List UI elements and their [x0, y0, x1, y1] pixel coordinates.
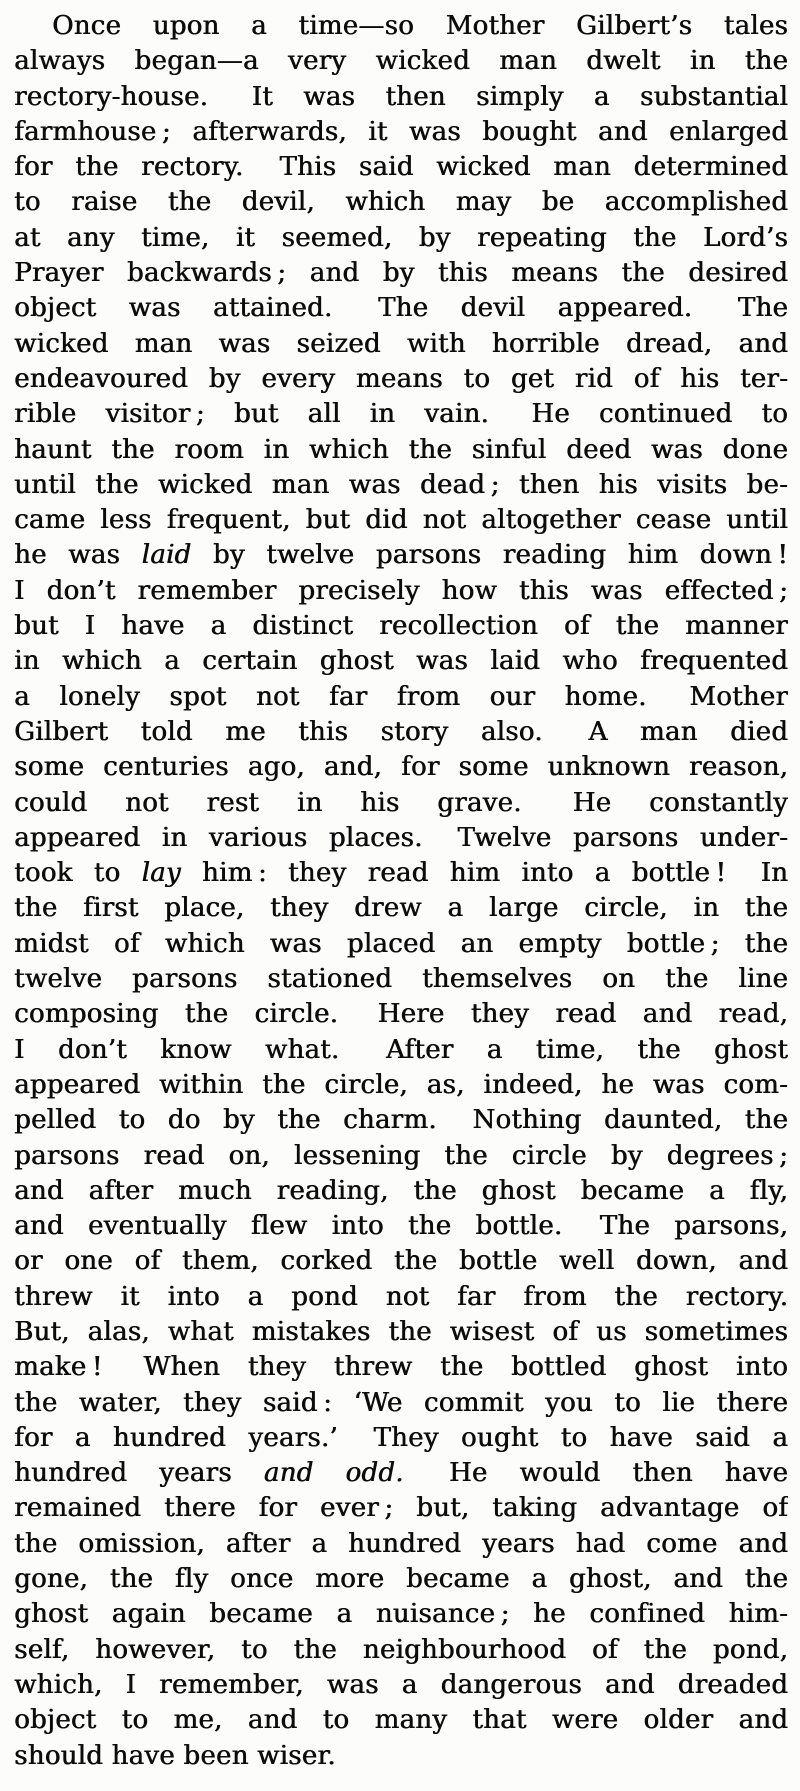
- text-line: [14, 1633, 788, 1668]
- text-line: [14, 1209, 788, 1244]
- text-line: [14, 1527, 788, 1562]
- text-line: [14, 715, 788, 750]
- text-segment: endeavoured by every means to get rid of his ter-: [14, 363, 788, 394]
- text-segment: which, I remember, was a dangerous and dreaded: [14, 1669, 788, 1700]
- text-line: [14, 538, 788, 573]
- text-line: [14, 1597, 788, 1632]
- text-line: [14, 1562, 788, 1597]
- text-segment: But, alas, what mistakes the wisest of us sometimes: [14, 1316, 788, 1347]
- text-line: [14, 397, 788, 432]
- text-line: [14, 433, 788, 468]
- text-line: [14, 574, 788, 609]
- text-line: [14, 1139, 788, 1174]
- text-line: [14, 750, 788, 785]
- text-line: [14, 891, 788, 926]
- text-line: [14, 221, 788, 256]
- text-segment: appeared within the circle, as, indeed, he was com-: [14, 1069, 788, 1100]
- text-line: [14, 927, 788, 962]
- text-line: [14, 856, 788, 891]
- text-segment: he was: [14, 540, 142, 571]
- text-line: [14, 1668, 788, 1703]
- text-segment: Gilbert told me this story also. A man died: [14, 716, 788, 747]
- text-line: [14, 644, 788, 679]
- text-line: [14, 609, 788, 644]
- text-line: [14, 44, 788, 79]
- text-segment: make ! When they threw the bottled ghost into: [14, 1352, 788, 1383]
- text-segment: haunt the room in which the sinful deed was done: [14, 434, 788, 465]
- text-segment: gone, the fly once more became a ghost, and the: [14, 1564, 788, 1595]
- text-line: [14, 256, 788, 291]
- text-line: [14, 821, 788, 856]
- text-segment: midst of which was placed an empty bottle ; the: [14, 928, 788, 959]
- text-line: [14, 1068, 788, 1103]
- text-segment: rible visitor ; but all in vain. He continued to: [14, 399, 788, 430]
- text-line: [14, 1244, 788, 1279]
- text-segment: should have been wiser.: [14, 1740, 336, 1771]
- text-line: [14, 1386, 788, 1421]
- text-line: [14, 327, 788, 362]
- text-line: [14, 786, 788, 821]
- text-segment: and eventually flew into the bottle. The parsons,: [14, 1211, 788, 1242]
- text-line: [14, 1315, 788, 1350]
- text-segment: hundred years: [14, 1458, 264, 1489]
- text-segment: wicked man was seized with horrible dread, and: [14, 328, 788, 359]
- text-line: [14, 1456, 788, 1491]
- text-segment: for the rectory. This said wicked man determined: [14, 152, 788, 183]
- text-segment: to raise the devil, which may be accomplished: [14, 187, 788, 218]
- text-segment: until the wicked man was dead ; then his visits be-: [14, 469, 788, 500]
- text-segment: He would then have: [403, 1458, 788, 1489]
- text-segment: or one of them, corked the bottle well down, and: [14, 1246, 788, 1277]
- text-segment: farmhouse ; afterwards, it was bought and enlarged: [14, 116, 788, 147]
- text-segment: some centuries ago, and, for some unknown reason,: [14, 752, 788, 783]
- text-line: [14, 1350, 788, 1385]
- italic-text: and odd.: [263, 1458, 404, 1489]
- text-segment: I don’t know what. After a time, the ghost: [14, 1034, 788, 1065]
- text-line: [14, 503, 788, 538]
- text-line: [14, 185, 788, 220]
- italic-text: lay: [141, 858, 181, 889]
- text-segment: threw it into a pond not far from the rectory.: [14, 1281, 788, 1312]
- text-segment: object was attained. The devil appeared. The: [14, 293, 788, 324]
- text-segment: remained there for ever ; but, taking advantage of: [14, 1493, 788, 1524]
- text-line: [14, 291, 788, 326]
- text-line: [14, 9, 788, 44]
- text-segment: and after much reading, the ghost became a fly,: [14, 1175, 788, 1206]
- text-segment: in which a certain ghost was laid who frequented: [14, 646, 788, 677]
- text-line: [14, 1703, 788, 1738]
- text-line: [14, 1174, 788, 1209]
- italic-text: laid: [141, 540, 192, 571]
- text-segment: a lonely spot not far from our home. Mother: [14, 681, 788, 712]
- text-segment: self, however, to the neighbourhood of the pond,: [14, 1634, 788, 1665]
- text-line: [14, 115, 788, 150]
- text-segment: came less frequent, but did not altogether cease until: [14, 505, 788, 536]
- text-segment: took to: [14, 858, 142, 889]
- text-segment: him : they read him into a bottle ! In: [180, 858, 788, 889]
- text-line: [14, 680, 788, 715]
- text-segment: the omission, after a hundred years had come and: [14, 1528, 788, 1559]
- text-line: [14, 997, 788, 1032]
- text-segment: composing the circle. Here they read and read,: [14, 999, 788, 1030]
- text-line: [14, 1739, 788, 1774]
- text-line: [14, 80, 788, 115]
- story-paragraph: [14, 9, 788, 1774]
- text-line: [14, 1491, 788, 1526]
- text-line: [14, 1103, 788, 1138]
- text-segment: at any time, it seemed, by repeating the Lord’s: [14, 222, 788, 253]
- text-segment: Prayer backwards ; and by this means the desired: [14, 258, 788, 289]
- text-line: [14, 1421, 788, 1456]
- text-segment: appeared in various places. Twelve parsons under-: [14, 822, 788, 853]
- text-segment: pelled to do by the charm. Nothing daunted, the: [14, 1105, 788, 1136]
- text-segment: twelve parsons stationed themselves on the line: [14, 964, 788, 995]
- text-segment: the first place, they drew a large circle, in the: [14, 893, 788, 924]
- text-segment: object to me, and to many that were older and: [14, 1705, 788, 1736]
- text-segment: always began—a very wicked man dwelt in the: [14, 46, 788, 77]
- text-segment: ghost again became a nuisance ; he confined him-: [14, 1599, 788, 1630]
- text-segment: for a hundred years.’ They ought to have said a: [14, 1422, 788, 1453]
- text-line: [14, 1033, 788, 1068]
- text-segment: could not rest in his grave. He constantly: [14, 787, 788, 818]
- text-line: [14, 362, 788, 397]
- text-segment: I don’t remember precisely how this was effected ;: [14, 575, 788, 606]
- text-line: [14, 468, 788, 503]
- text-segment: but I have a distinct recollection of the manner: [14, 611, 788, 642]
- text-line: [14, 1280, 788, 1315]
- text-segment: rectory-house. It was then simply a substantial: [14, 81, 788, 112]
- text-segment: Once upon a time—so Mother Gilbert’s tales: [52, 11, 788, 41]
- text-segment: parsons read on, lessening the circle by degrees ;: [14, 1140, 788, 1171]
- text-line: [14, 150, 788, 185]
- text-segment: by twelve parsons reading him down !: [191, 540, 788, 571]
- text-line: [14, 962, 788, 997]
- text-segment: the water, they said : ‘We commit you to lie there: [14, 1387, 788, 1418]
